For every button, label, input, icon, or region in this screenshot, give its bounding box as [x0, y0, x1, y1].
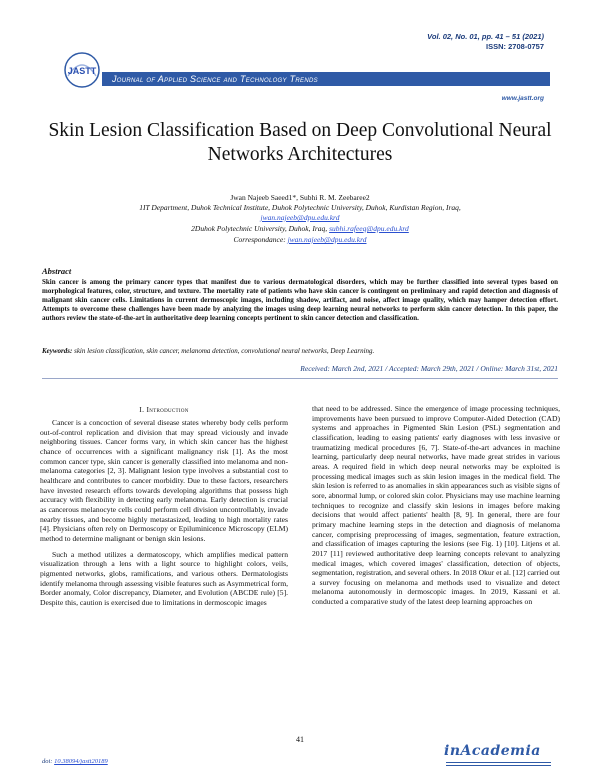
doi-label: doi: [42, 758, 53, 765]
journal-url[interactable]: www.jastt.org [501, 95, 544, 102]
email-1-link[interactable]: jwan.najeeb@dpu.edu.krd [260, 213, 340, 222]
journal-name: Journal of Applied Science and Technology Trends [112, 74, 318, 84]
issn: ISSN: 2708-0757 [486, 42, 544, 51]
keywords-text: skin lesion classification, skin cancer, melanoma detection, convolutional neural networks, Deep Learning. [74, 347, 375, 355]
right-column [312, 404, 560, 607]
email-1-line [40, 213, 560, 223]
keywords-label: Keywords: [42, 347, 73, 355]
section-number: I. [139, 405, 145, 414]
section-title: Introduction [146, 405, 189, 414]
journal-logo [62, 50, 102, 90]
email-2-link[interactable]: subhi.rafeeq@dpu.edu.krd [329, 224, 409, 233]
doi-link[interactable]: 10.38094/jastt20189 [54, 758, 108, 765]
received-dates: Received: March 2nd, 2021 / Accepted: March 29th, 2021 / Online: March 31st, 2021 [300, 364, 558, 373]
abstract-heading: Abstract [42, 266, 72, 276]
paragraph: Such a method utilizes a dermatoscopy, which amplifies medical pattern visualization through a lens with a light source to highlight colors, veils, pigmented networks, globs, ramifications, and various others. Dermatologists identify melanoma through assessing visible features such as Asymmetrical form, Border anomaly, Color discrepancy, Diameter, and Evolution (ABCDE rule) [5]. Despite this, caution is exercised due to limitations in dermoscopic images [40, 549, 289, 607]
affiliation-1: 1IT Department, Duhok Technical Institute, Duhok Polytechnic University, Duhok, Kurdistan Region, Iraq, [139, 203, 461, 212]
logo-text: JASTT [67, 66, 97, 76]
paragraph: that need to be addressed. Since the emergence of image processing techniques, improvements have been pursued to improve Computer-Aided Detection (CAD) systems and approaches in Pigmented Skin Lesion (PSL) segmentation and classification, leading to easing patients' early diagnoses with less invasive or traumatizing medical procedures [6, 7]. State-of-the-art advances in machine learning, particularly deep neural networks, have made great strides in various areas. A required field in which deep neural networks may be exploited is processing medical images such as skin lesion images in the medical field. The skin lesion is referred to as anomalies in skin appearances such as visible signs of sore, abnormal lump, or colored skin color. Physicians may use machine learning techniques to recognize and classify skin lesions in images before making decisions that would affect patients' health [8, 9]. In general, there are four primary machine learning steps in the detection and diagnosis of melanoma cancer, comprising preprocessing of images, segmentation, feature extraction, and classification of images capturing the lesions (see Fig. 1) [10]. Litjens et al. 2017 [11] reviewed authoritative deep learning concepts relevant to analyzing medical images, which covered images' classification, detection of objects, segmentation, registration, and several others. In 2018 Okur et al. [12] carried out a survey focusing on melanoma and methods used to visualize and detect melanoma autonomously in dermoscopic images. In 2019, Kassani et al. conducted a comparative study of the latest deep learning approaches on [312, 404, 560, 607]
left-column [40, 418, 288, 607]
correspondance [40, 235, 560, 245]
affiliation-2 [40, 224, 560, 234]
abstract-text: Skin cancer is among the primary cancer types that manifest due to various dermatological disorders, which may be further classified into several types based on morphological features, color, structure, and texture. The mortality rate of patients who have skin cancer is contingent on preliminary and rapid detection and diagnosis of malignant skin cancer cells. Limitations in current dermoscopic images, including shadow, artifact, and noise, affect image quality, which may hamper detection effort. Attempts to overcome these challenges have been made by analyzing the images using deep learning neural networks to perform skin cancer detection. In this paper, the authors review the state-of-the-art in authoritative deep learning concepts pertinent to skin cancer detection and classification. [42, 278, 558, 322]
paper-title: Skin Lesion Classification Based on Deep Convolutional Neural Networks Architectures [48, 120, 552, 165]
doi [42, 758, 108, 765]
affiliation-2-text: 2Duhok Polytechnic University, Duhok, Iraq, [191, 224, 328, 233]
correspondance-email-link[interactable]: jwan.najeeb@dpu.edu.krd [287, 235, 367, 244]
publisher-logo-rule [446, 765, 551, 766]
page-number: 41 [296, 735, 304, 744]
volume-info: Vol. 02, No. 01, pp. 41 – 51 (2021) [427, 32, 544, 41]
divider [42, 378, 558, 379]
paragraph: Cancer is a concoction of several disease states whereby body cells perform out-of-control replication and division that may spread viciously and invade neighboring tissues. Cancer forms vary, in which skin cancer has the highest chance of occurrences with a significant malignancy risk [1]. As the most common cancer type, skin cancer is generally classified into melanoma and non-melanoma categories [2, 3]. Malignant lesion type involves a substantial cost to healthcare and contributes to cancer morbidity. Due to these factors, researchers have invested research efforts towards developing algorithms that possess high accuracy with flexibility in detecting early melanoma. Early detection is crucial as cancerous melanocyte cells could perform cell division uncontrollably, invade nearby tissues, and become highly metastasized, leading to high mortality rates [4]. Physicians often rely on Dermoscopy or Epiluminicence Microscopy (ELM) method to determine malignant or benign skin lesions. [40, 418, 288, 543]
section-heading [40, 405, 288, 414]
publisher-logo: inAcademia [444, 743, 541, 759]
publisher-logo-rule [446, 762, 551, 763]
keywords [42, 347, 558, 356]
authors: Jwan Najeeb Saeed1*, Subhi R. M. Zeebaree2 [230, 193, 370, 202]
correspondance-label: Correspondance: [233, 235, 286, 244]
